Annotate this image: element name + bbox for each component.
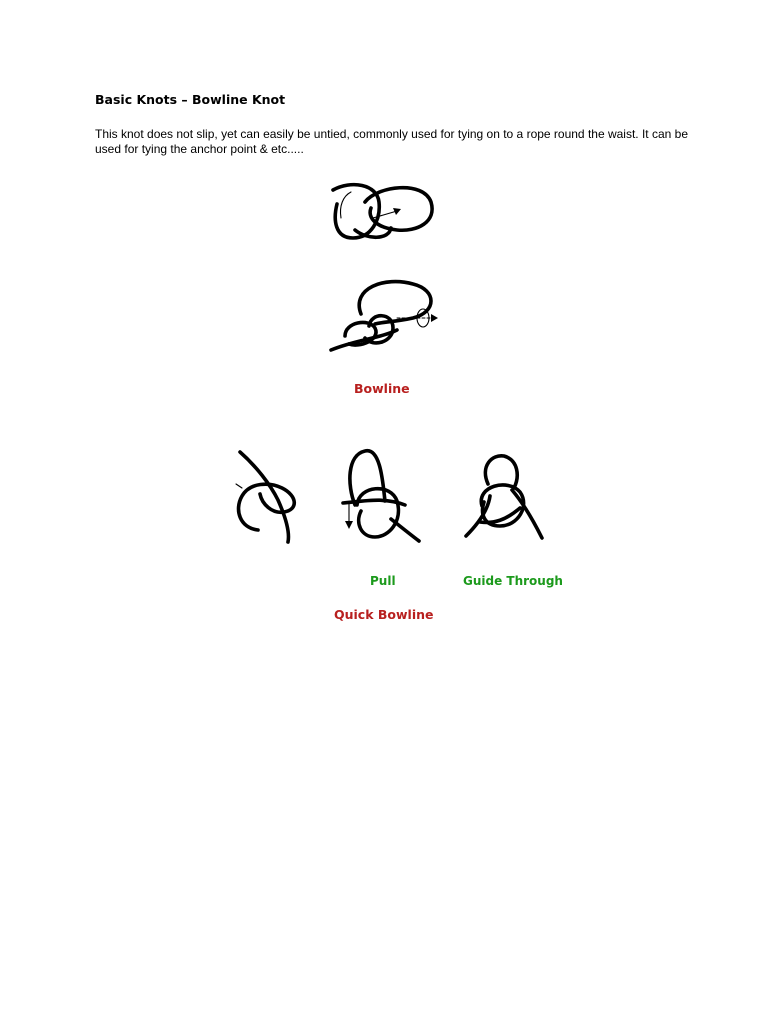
rope-left-strand [466,496,490,536]
rope-tail [391,519,419,541]
guide-curve [340,192,351,218]
end-marker [236,484,242,488]
bowline-caption: Bowline [354,381,410,396]
intro-paragraph: This knot does not slip, yet can easily be untied, commonly used for tying on to a rope round the waist. It can be used for tying the anchor point & etc..... [95,127,688,156]
direction-line [373,211,397,218]
pull-label: Pull [370,574,396,588]
arrow-head-icon [345,521,353,529]
rope-right-strand [512,490,542,538]
bowline-step2-illustration [325,278,445,358]
rope-lower-loop [357,489,398,537]
page-title: Basic Knots – Bowline Knot [95,92,286,107]
rope-strand [240,452,289,542]
guide-through-label: Guide Through [463,574,563,588]
quick-bowline-step1-illustration [228,448,303,548]
rope-cross [343,500,405,505]
quick-bowline-step3-illustration [462,452,547,544]
rope-tall-loop [350,451,385,505]
bowline-step1-illustration [325,178,445,248]
quick-bowline-step2-illustration [335,445,425,545]
quick-bowline-caption: Quick Bowline [334,607,434,622]
arrow-head-icon [431,314,438,322]
